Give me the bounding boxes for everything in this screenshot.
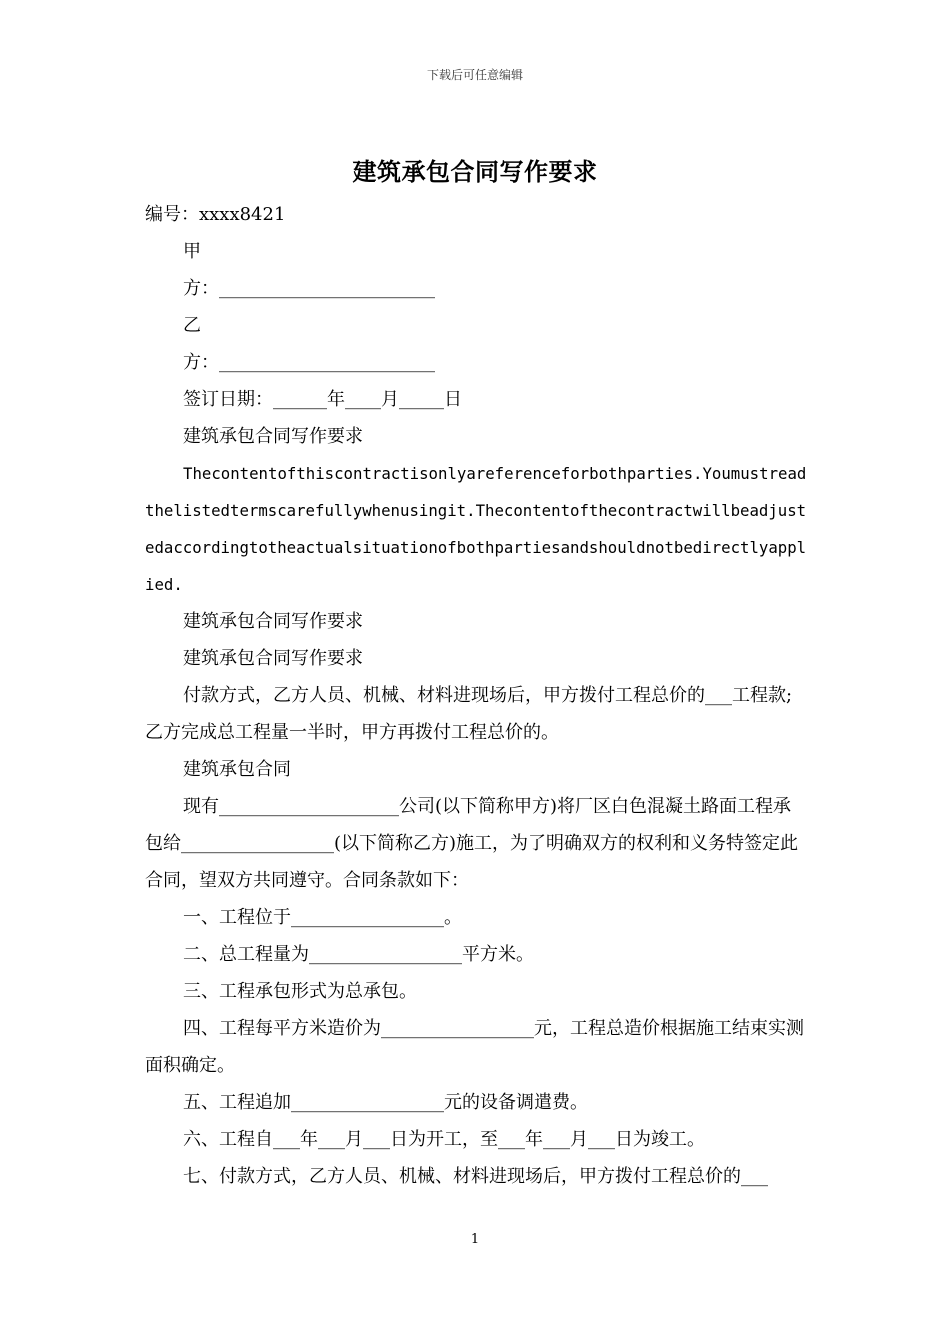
clause-5: 五、工程追加_________________元的设备调遣费。 xyxy=(183,1092,588,1113)
clause-7: 七、付款方式，乙方人员、机械、材料进现场后，甲方拨付工程总价的___ xyxy=(183,1166,768,1187)
contract-number: 编号：xxxx8421 xyxy=(145,204,286,225)
clause-2: 二、总工程量为_________________平方米。 xyxy=(183,944,534,965)
party-a-label: 甲 xyxy=(183,241,201,262)
clause-6: 六、工程自___年___月___日为开工，至___年___月___日为竣工。 xyxy=(183,1129,705,1150)
clause-4: 四、工程每平方米造价为_________________元，工程总造价根据施工结束实测面积确定。 xyxy=(145,1018,804,1076)
section-heading: 建筑承包合同 xyxy=(183,759,291,780)
document-body xyxy=(145,196,807,1195)
section-heading: 建筑承包合同写作要求 xyxy=(183,426,363,447)
document-title: 建筑承包合同写作要求 xyxy=(352,157,598,186)
english-disclaimer: Thecontentofthiscontractisonlyareferenceforbothparties.Youmustreadthelistedtermscarefullywhenusingit.Thecontentofthecontractwillbeadjustedaccordingtotheactualsituationofbothpartiesandshouldnotbedirectlyapplied. xyxy=(145,464,807,594)
party-b-label: 乙 xyxy=(183,315,201,336)
party-a-field: 方：________________________ xyxy=(183,278,435,299)
sign-date: 签订日期：______年____月_____日 xyxy=(183,389,462,410)
section-heading: 建筑承包合同写作要求 xyxy=(183,611,363,632)
party-b-field: 方：________________________ xyxy=(183,352,435,373)
page-number: 1 xyxy=(470,1232,480,1247)
section-heading: 建筑承包合同写作要求 xyxy=(183,648,363,669)
clause-1: 一、工程位于_________________。 xyxy=(183,907,462,928)
intro-paragraph: 现有____________________公司(以下简称甲方)将厂区白色混凝土路面工程承包给_________________(以下简称乙方)施工，为了明确双方的权利和义务特签定此合同，望双方共同遵守。合同条款如下： xyxy=(145,796,799,891)
header-note: 下载后可任意编辑 xyxy=(426,68,523,82)
clause-3: 三、工程承包形式为总承包。 xyxy=(183,981,417,1002)
payment-paragraph: 付款方式，乙方人员、机械、材料进现场后，甲方拨付工程总价的___工程款;乙方完成总工程量一半时，甲方再拨付工程总价的。 xyxy=(145,685,793,743)
